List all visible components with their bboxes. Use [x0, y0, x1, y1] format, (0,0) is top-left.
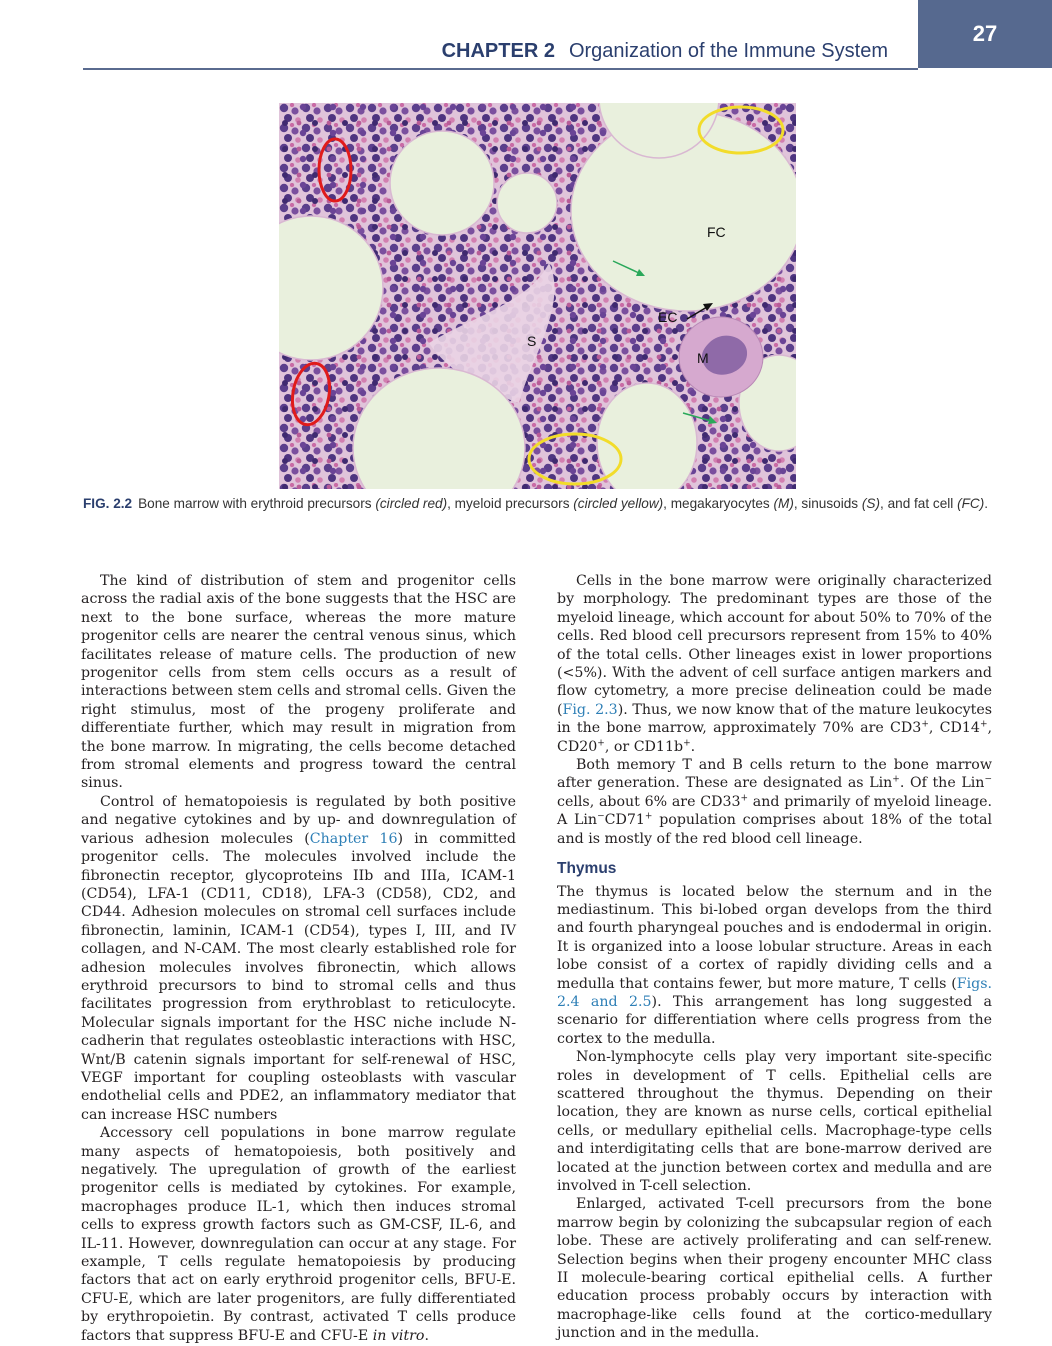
running-header: [442, 40, 888, 63]
paragraph: Non-lymphocyte cells play very important site-specific roles in development of T cells. Epithelial cells are scattered throughout the thymus. Depending on their location, they are known as nurse cells, cortical epithelial cells, or medullary epithelial cells. Macrophage-type cells and interdigitating cells that are bone-marrow derived are located at the junction between cortex and medulla and are involved in T-cell selection.: [557, 1049, 992, 1194]
fat-cell: [497, 173, 557, 233]
figure-link[interactable]: Fig. 2.3: [562, 701, 618, 718]
page-number: 27: [972, 21, 998, 46]
paragraph: Both memory T and B cells return to the bone marrow after generation. These are designated as Lin+. Of the Lin− cells, about 6% are CD33+ and primarily of myeloid lineage. A Lin−CD71+ population comprises about 18% of the total and is mostly of the red blood cell lineage.: [557, 757, 992, 847]
header-rule: [83, 68, 918, 70]
right-column: [557, 572, 992, 1343]
paragraph: Control of hematopoiesis is regulated by both positive and negative cytokines and by up- and downregulation of various adhesion molecules (Chapter 16) in committed progenitor cells. The molecules involved include the fibronectin receptor, glycoproteins IIb and IIIa, ICAM-1 (CD54), LFA-1 (CD11, CD18), LFA-3 (CD58), CD2, and CD44. Adhesion molecules on stromal cell surfaces include fibronectin, laminin, ICAM-1 (CD54), types I, III, and IV collagen, and N-CAM. The most clearly established role for adhesion molecules involves fibronectin, which allows erythroid precursors to bind to stromal cells and thus facilitates progression from erythroblast to reticulocyte. Molecular signals important for the HSC niche include N-cadherin that regulates osteoblastic interactions with HSC, Wnt/B catenin signals important for self-renewal of HSC, VEGF important for coupling osteoblasts with vascular endothelial cells and PDE2, an inflammatory mediator that can increase HSC numbers: [81, 793, 516, 1123]
chapter-label: CHAPTER 2: [441, 40, 555, 62]
label-m: M: [697, 350, 709, 366]
label-s: S: [527, 333, 537, 349]
bone-marrow-micrograph: [279, 103, 796, 489]
chapter-link[interactable]: Chapter 16: [309, 830, 398, 847]
section-heading: Thymus: [557, 860, 617, 878]
left-column: [81, 572, 516, 1345]
label-fc: FC: [707, 224, 726, 240]
paragraph: Accessory cell populations in bone marrow regulate many aspects of hematopoiesis, both positively and negatively. The upregulation of growth of the earliest progenitor cells is mediated by cytokines. For example, macrophages produce IL-1, which then induces stromal cells to express growth factors such as GM-CSF, IL-6, and IL-11. However, downregulation can occur at any stage. For example, T cells regulate hematopoiesis by producing factors that act on early erythroid progenitor cells, BFU-E. CFU-E, which are later progenitors, are fully differentiated by erythropoietin. By contrast, activated T cells produce factors that suppress BFU-E and CFU-E in vitro.: [81, 1125, 516, 1344]
paragraph: The kind of distribution of stem and progenitor cells across the radial axis of the bone suggests that the HSC are next to the bone surface, whereas the more mature progenitor cells are nearer the central venous sinus, which facilitates release of mature cells. The production of new progenitor cells from stem cells occurs as a result of interactions between stem cells and stromal cells. Given the right stimulus, most of the progeny proliferate and differentiate further, which may result in migration from the bone marrow. In migrating, the cells become detached from stromal elements and progress toward the central sinus.: [81, 573, 516, 792]
page-number-box: [918, 0, 1052, 68]
chapter-title: Organization of the Immune System: [568, 40, 888, 62]
fat-cell: [390, 131, 494, 235]
paragraph: The thymus is located below the sternum and in the mediastinum. This bi-lobed organ develops from the third and fourth pharyngeal pouches and is endodermal in origin. It is organized into a loose lobular structure. Areas in each lobe consist of a cortex of rapidly dividing cells and a medulla that contains fewer, but more mature, T cells (Figs. 2.4 and 2.5). This arrangement has long suggested a scenario for differentiation where cells progress from the cortex to the medulla.: [557, 883, 992, 1047]
figure-link[interactable]: Figs. 2.4 and 2.5: [557, 975, 992, 1010]
label-ec: EC: [658, 309, 678, 325]
paragraph: Enlarged, activated T-cell precursors from the bone marrow begin by colonizing the subcapsular region of each lobe. These are actively proliferating and can self-renew. Selection begins when their progeny encounter MHC class II molecule-bearing cortical epithelial cells. A further education process probably occurs by interaction with macrophage-like cells found at the cortico-medullary junction and in the medulla.: [557, 1196, 992, 1342]
figure-number: FIG. 2.2: [83, 496, 133, 511]
figure-caption: FIG. 2.2 Bone marrow with erythroid precursors (circled red), myeloid precursors (circled yellow), megakaryocytes (M), sinusoids (S), and fat cell (FC).: [83, 496, 989, 511]
paragraph: Cells in the bone marrow were originally characterized by morphology. The predominant types are those of the myeloid lineage, which account for about 50% to 70% of the cells. Red blood cell precursors represent from 15% to 40% of the total cells. Other lineages exist in lower proportions (<5%). With the advent of cell surface antigen markers and flow cytometry, a more precise delineation could be made (Fig. 2.3). Thus, we now know that of the mature leukocytes in the bone marrow, approximately 70% are CD3+, CD14+, CD20+, or CD11b+.: [557, 573, 993, 755]
